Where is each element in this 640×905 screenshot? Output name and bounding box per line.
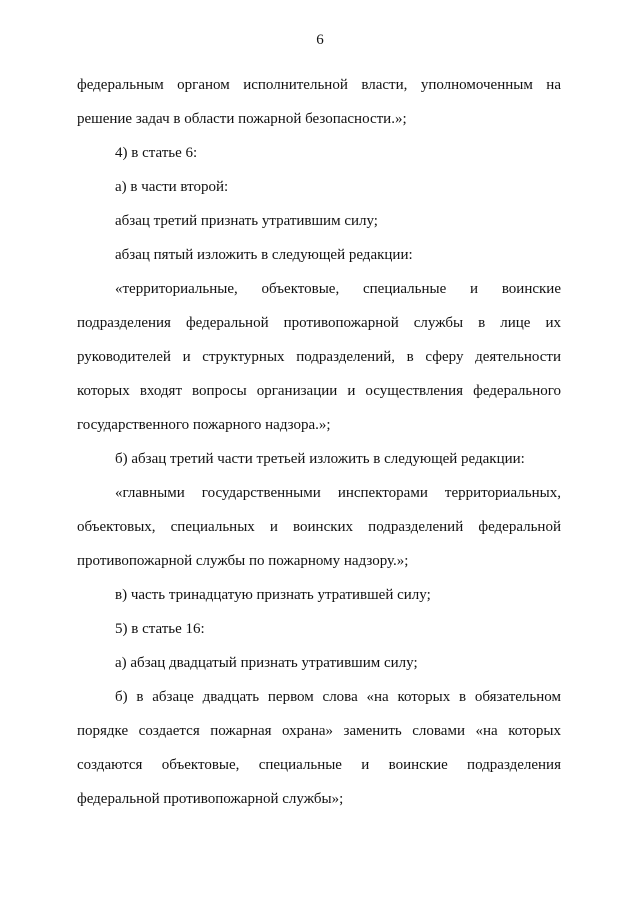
- paragraph-subitem-b-16: б) в абзаце двадцать первом слова «на которых в обязательном порядке создается пожарная охрана» заменить словами «на которых создаются объектовые, специальные и воинские подразделения федеральной противопожарной службы»;: [77, 689, 561, 807]
- paragraph-subitem-a-16: а) абзац двадцатый признать утратившим силу;: [115, 655, 418, 671]
- paragraph-item-4: 4) в статье 6:: [115, 145, 198, 161]
- document-body: [77, 68, 561, 816]
- paragraph-subitem-v: в) часть тринадцатую признать утратившей силу;: [115, 587, 431, 603]
- paragraph-quote-territorial: «территориальные, объектовые, специальные и воинские подразделения федеральной противопожарной службы в лице их руководителей и структурных подразделений, в сферу деятельности которых входят вопросы организации и осуществления федерального государственного пожарного надзора.»;: [77, 281, 561, 433]
- page-number: 6: [316, 32, 324, 48]
- paragraph-subitem-b: б) абзац третий части третьей изложить в следующей редакции:: [115, 451, 525, 467]
- paragraph-continuation: федеральным органом исполнительной власти, уполномоченным на решение задач в области пожарной безопасности.»;: [77, 77, 561, 127]
- paragraph-quote-inspectors: «главными государственными инспекторами территориальных, объектовых, специальных и воинских подразделений федеральной противопожарной службы по пожарному надзору.»;: [77, 485, 561, 569]
- paragraph-abzac-third: абзац третий признать утратившим силу;: [115, 213, 378, 229]
- paragraph-subitem-a: а) в части второй:: [115, 179, 229, 195]
- paragraph-abzac-fifth: абзац пятый изложить в следующей редакции:: [115, 247, 413, 263]
- paragraph-item-5: 5) в статье 16:: [115, 621, 205, 637]
